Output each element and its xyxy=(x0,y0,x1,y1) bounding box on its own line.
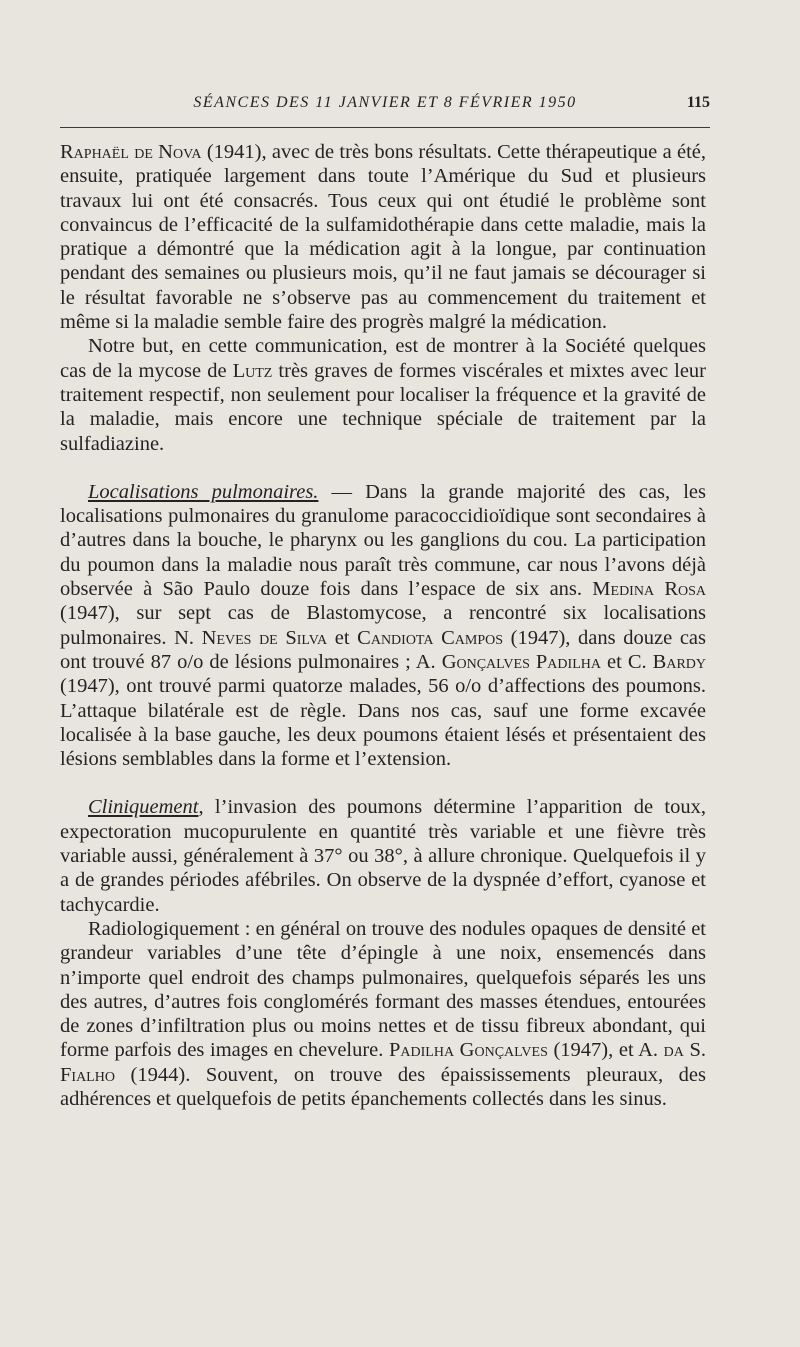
paragraph-text: (1947), ont trouvé parmi quatorze malades, 56 o/o d’affections des poumons. L’attaque bilatérale est de règle. Dans nos cas, sauf une forme excavée localisée à la base gauche, les deux poumons étaient lésés et présentaient des lésions semblables dans la forme et l’extension. xyxy=(60,675,706,771)
author-name: Candiota Campos xyxy=(357,626,504,649)
author-name: N. Neves de Silva xyxy=(174,626,328,649)
paragraph-1 xyxy=(60,140,706,334)
author-name: Padilha Gonçalves xyxy=(389,1039,548,1062)
paragraph-text: (1941), avec de très bons résultats. Cette thérapeutique a été, ensuite, pratiquée largement dans toute l’Amérique du Sud et plusieurs travaux lui ont été consacrés. Tous ceux qui ont étudié le problème sont convaincus de l’efficacité de la sulfamidothérapie dans cette maladie, mais la pratique a démontré que la médication agit à la longue, par continuation pendant des semaines ou plusieurs mois, qu’il ne faut jamais se décourager si le résultat favorable ne s’observe pas au commencement du traitement et même si la maladie semble faire des progrès malgré la médication. xyxy=(60,141,706,334)
paragraph-5 xyxy=(60,917,706,1111)
author-name: Medina Rosa xyxy=(592,578,706,601)
paragraph-text: — Dans la grande majorité des cas, les localisations pulmonaires du granulome paracoccidioïdique sont secondaires à d’autres dans la bouche, le pharynx ou les ganglions du cou. La participation du poumon dans la maladie nous paraît très commune, car nous l’avons déjà observée à São Paulo douze fois dans l’espace de six ans. xyxy=(60,480,706,601)
paragraph-text: (1947), dans douze cas ont trouvé 87 o/o de lésions pulmonaires ; A. xyxy=(60,626,706,673)
paragraph-text: (1947), et A. xyxy=(547,1039,664,1062)
author-name: da S. Fialho xyxy=(60,1039,707,1086)
paragraph-text: , l’invasion des poumons détermine l’apparition de toux, expectoration mucopurulente en quantité très variable et une fièvre très variable aussi, généralement à 37° ou 38°, à allure chronique. Quelquefois il y a de grandes périodes afébriles. On observe de la dyspnée d’effort, cyanose et tachycardie. xyxy=(60,796,706,916)
paragraph-3 xyxy=(60,480,706,772)
page-number: 115 xyxy=(686,94,710,111)
section-heading: Cliniquement xyxy=(88,796,199,819)
paragraph-text: (1947), sur sept cas de Blastomycose, a rencontré six localisations pulmonaires. xyxy=(60,602,706,649)
header-title: SÉANCES DES 11 JANVIER ET 8 FÉVRIER 1950 xyxy=(193,94,577,111)
paragraph-text: et C. xyxy=(600,650,653,673)
author-name: Raphaël de Nova xyxy=(60,141,202,163)
paragraph-2 xyxy=(60,334,706,455)
paragraph-text: Notre but, en cette communication, est de montrer à la Société quelques cas de la mycose de xyxy=(60,335,706,382)
paragraph-text: et xyxy=(327,626,358,649)
author-name: Lutz xyxy=(232,359,273,382)
paragraph-text: (1944). Souvent, on trouve des épaississements pleuraux, des adhérences et quelquefois de petits épanchements collectés dans les sinus. xyxy=(60,1063,706,1110)
header-rule xyxy=(60,127,710,128)
author-name: Gonçalves Padilha xyxy=(441,650,601,673)
running-header xyxy=(60,94,710,122)
author-name: Bardy xyxy=(652,650,707,673)
body-text xyxy=(60,140,706,1111)
paragraph-text: très graves de formes viscérales et mixtes avec leur traitement respectif, non seulement pour localiser la fréquence et la gravité de la maladie, mais encore une technique spéciale de traitement par la sulfadiazine. xyxy=(60,359,706,455)
paragraph-text: Radiologiquement : en général on trouve des nodules opaques de densité et grandeur variables d’une tête d’épingle à une noix, ensemencés dans n’importe quel endroit des champs pulmonaires, quelquefois séparés les uns des autres, d’autres fois conglomérés formant des masses étendues, entourées de zones d’infiltration plus ou moins nettes et de tissu fibreux abondant, qui forme parfois des images en chevelure. xyxy=(60,917,706,1062)
paragraph-4 xyxy=(60,795,706,916)
section-heading: Localisations pulmonaires. xyxy=(88,480,319,503)
